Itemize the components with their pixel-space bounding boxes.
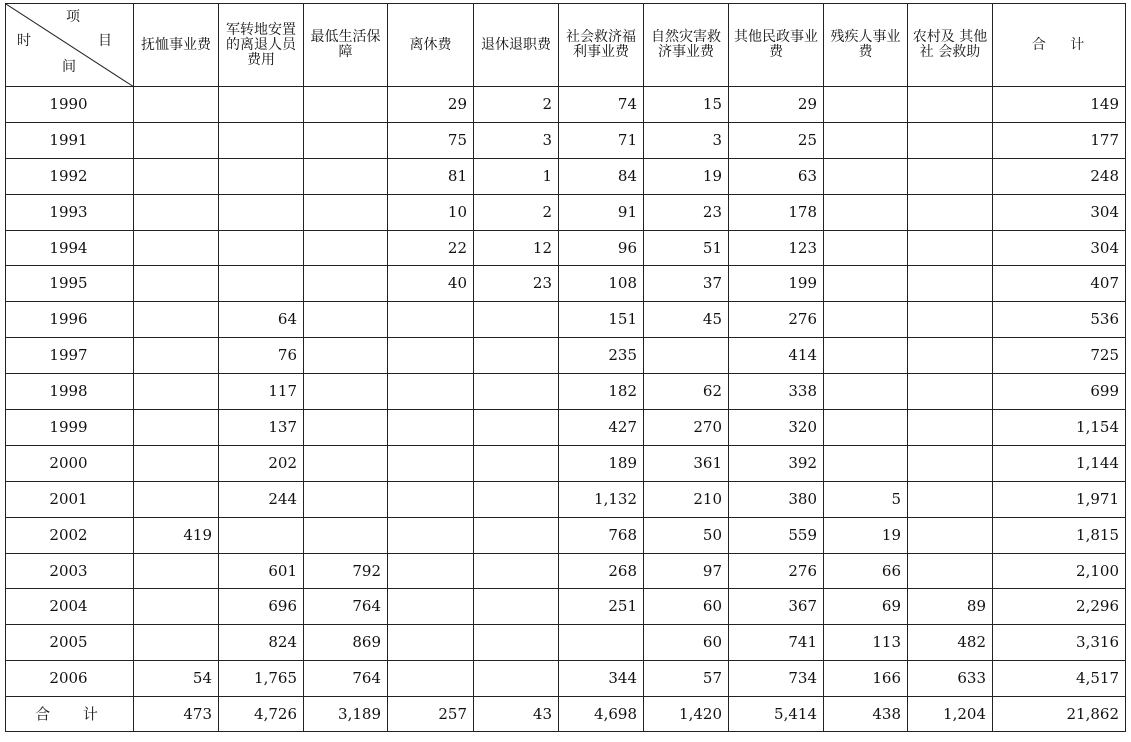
value-cell: 764 (304, 661, 388, 697)
table-row (6, 553, 1126, 589)
value-cell (219, 158, 304, 194)
table-row (6, 410, 1126, 446)
year-cell: 1992 (6, 158, 134, 194)
value-cell (388, 410, 474, 446)
value-cell (388, 625, 474, 661)
value-cell: 108 (559, 266, 644, 302)
value-cell: 10 (388, 194, 474, 230)
value-cell: 367 (729, 589, 824, 625)
value-cell: 96 (559, 230, 644, 266)
value-cell: 741 (729, 625, 824, 661)
value-cell: 764 (304, 589, 388, 625)
value-cell: 2,100 (993, 553, 1126, 589)
data-table-container (5, 3, 1125, 732)
value-cell: 84 (559, 158, 644, 194)
total-cell: 257 (388, 697, 474, 732)
column-header: 离休费 (388, 4, 474, 87)
value-cell: 19 (644, 158, 729, 194)
value-cell: 51 (644, 230, 729, 266)
table-row (6, 87, 1126, 123)
value-cell: 182 (559, 374, 644, 410)
total-cell: 1,420 (644, 697, 729, 732)
value-cell: 276 (729, 553, 824, 589)
value-cell (219, 122, 304, 158)
total-cell: 438 (824, 697, 908, 732)
value-cell: 5 (824, 481, 908, 517)
value-cell (219, 194, 304, 230)
value-cell (824, 122, 908, 158)
value-cell: 64 (219, 302, 304, 338)
value-cell: 50 (644, 517, 729, 553)
value-cell (388, 374, 474, 410)
value-cell: 178 (729, 194, 824, 230)
table-row (6, 230, 1126, 266)
value-cell (908, 553, 993, 589)
corner-label-left: 时 (17, 33, 31, 49)
value-cell (474, 517, 559, 553)
total-cell: 4,726 (219, 697, 304, 732)
corner-label-right: 目 (98, 33, 112, 49)
value-cell (908, 122, 993, 158)
value-cell: 1,815 (993, 517, 1126, 553)
value-cell: 244 (219, 481, 304, 517)
value-cell: 54 (134, 661, 219, 697)
value-cell (304, 230, 388, 266)
value-cell (644, 338, 729, 374)
column-header: 农村及 其他社 会救助 (908, 4, 993, 87)
total-cell: 4,698 (559, 697, 644, 732)
value-cell: 248 (993, 158, 1126, 194)
value-cell (474, 445, 559, 481)
table-row (6, 661, 1126, 697)
year-cell: 2005 (6, 625, 134, 661)
value-cell: 149 (993, 87, 1126, 123)
year-cell: 1997 (6, 338, 134, 374)
value-cell: 869 (304, 625, 388, 661)
value-cell: 414 (729, 338, 824, 374)
civil-affairs-expenditure-table (5, 3, 1126, 732)
value-cell: 792 (304, 553, 388, 589)
value-cell (388, 589, 474, 625)
value-cell: 427 (559, 410, 644, 446)
value-cell (474, 338, 559, 374)
value-cell (908, 374, 993, 410)
value-cell: 392 (729, 445, 824, 481)
value-cell (388, 661, 474, 697)
value-cell: 37 (644, 266, 729, 302)
value-cell (908, 445, 993, 481)
value-cell: 1,144 (993, 445, 1126, 481)
value-cell: 40 (388, 266, 474, 302)
value-cell: 89 (908, 589, 993, 625)
table-row (6, 374, 1126, 410)
value-cell: 768 (559, 517, 644, 553)
value-cell (304, 302, 388, 338)
year-cell: 1993 (6, 194, 134, 230)
value-cell: 696 (219, 589, 304, 625)
value-cell (388, 445, 474, 481)
value-cell: 559 (729, 517, 824, 553)
column-header: 自然灾害救济事业费 (644, 4, 729, 87)
value-cell: 151 (559, 302, 644, 338)
table-row (6, 481, 1126, 517)
value-cell (219, 517, 304, 553)
value-cell (304, 445, 388, 481)
value-cell: 210 (644, 481, 729, 517)
total-cell: 473 (134, 697, 219, 732)
total-cell: 5,414 (729, 697, 824, 732)
header-row (6, 4, 1126, 87)
value-cell (908, 517, 993, 553)
value-cell: 2 (474, 87, 559, 123)
value-cell: 117 (219, 374, 304, 410)
value-cell: 344 (559, 661, 644, 697)
value-cell: 15 (644, 87, 729, 123)
value-cell: 177 (993, 122, 1126, 158)
value-cell (134, 87, 219, 123)
value-cell (474, 625, 559, 661)
value-cell (219, 230, 304, 266)
value-cell: 166 (824, 661, 908, 697)
table-row (6, 266, 1126, 302)
value-cell (908, 302, 993, 338)
value-cell (474, 661, 559, 697)
value-cell: 69 (824, 589, 908, 625)
value-cell (474, 589, 559, 625)
value-cell (134, 589, 219, 625)
value-cell (559, 625, 644, 661)
value-cell: 699 (993, 374, 1126, 410)
value-cell: 23 (644, 194, 729, 230)
value-cell (388, 338, 474, 374)
year-cell: 2000 (6, 445, 134, 481)
value-cell (134, 338, 219, 374)
value-cell (304, 122, 388, 158)
value-cell: 57 (644, 661, 729, 697)
value-cell (474, 410, 559, 446)
value-cell (824, 338, 908, 374)
column-header: 社会救济福利事业费 (559, 4, 644, 87)
value-cell (219, 266, 304, 302)
value-cell (134, 410, 219, 446)
value-cell: 338 (729, 374, 824, 410)
value-cell (908, 266, 993, 302)
year-cell: 1995 (6, 266, 134, 302)
value-cell (134, 553, 219, 589)
value-cell: 29 (729, 87, 824, 123)
value-cell (474, 374, 559, 410)
value-cell: 23 (474, 266, 559, 302)
value-cell: 3 (644, 122, 729, 158)
value-cell: 633 (908, 661, 993, 697)
column-header-total: 合 计 (993, 4, 1126, 87)
total-row (6, 697, 1126, 732)
value-cell: 1,154 (993, 410, 1126, 446)
value-cell (824, 445, 908, 481)
value-cell (134, 230, 219, 266)
value-cell: 734 (729, 661, 824, 697)
value-cell (304, 87, 388, 123)
total-cell: 43 (474, 697, 559, 732)
value-cell (134, 122, 219, 158)
total-cell: 1,204 (908, 697, 993, 732)
value-cell: 45 (644, 302, 729, 338)
value-cell (134, 374, 219, 410)
table-body (6, 87, 1126, 697)
value-cell: 1,971 (993, 481, 1126, 517)
column-header: 退休退职费 (474, 4, 559, 87)
value-cell: 76 (219, 338, 304, 374)
table-row (6, 625, 1126, 661)
table-row (6, 589, 1126, 625)
value-cell: 407 (993, 266, 1126, 302)
value-cell: 29 (388, 87, 474, 123)
value-cell: 380 (729, 481, 824, 517)
value-cell (824, 374, 908, 410)
value-cell: 137 (219, 410, 304, 446)
value-cell (304, 410, 388, 446)
value-cell: 74 (559, 87, 644, 123)
corner-label-top: 项 (66, 9, 80, 25)
table-row (6, 122, 1126, 158)
value-cell (474, 481, 559, 517)
corner-label-bottom: 间 (62, 59, 76, 75)
year-cell: 2001 (6, 481, 134, 517)
value-cell (388, 517, 474, 553)
year-cell: 1998 (6, 374, 134, 410)
value-cell (824, 158, 908, 194)
value-cell: 189 (559, 445, 644, 481)
year-cell: 1990 (6, 87, 134, 123)
value-cell (908, 230, 993, 266)
value-cell (304, 374, 388, 410)
value-cell: 202 (219, 445, 304, 481)
year-cell: 2002 (6, 517, 134, 553)
value-cell (219, 87, 304, 123)
value-cell: 1,132 (559, 481, 644, 517)
value-cell: 824 (219, 625, 304, 661)
value-cell: 91 (559, 194, 644, 230)
value-cell: 419 (134, 517, 219, 553)
value-cell: 75 (388, 122, 474, 158)
value-cell: 1,765 (219, 661, 304, 697)
value-cell: 199 (729, 266, 824, 302)
value-cell: 12 (474, 230, 559, 266)
value-cell (824, 194, 908, 230)
value-cell (908, 338, 993, 374)
value-cell (824, 87, 908, 123)
value-cell: 276 (729, 302, 824, 338)
value-cell (134, 158, 219, 194)
value-cell: 304 (993, 194, 1126, 230)
value-cell: 60 (644, 589, 729, 625)
total-cell: 21,862 (993, 697, 1126, 732)
value-cell (134, 266, 219, 302)
value-cell: 482 (908, 625, 993, 661)
value-cell: 63 (729, 158, 824, 194)
value-cell: 71 (559, 122, 644, 158)
value-cell: 81 (388, 158, 474, 194)
table-row (6, 158, 1126, 194)
value-cell (304, 481, 388, 517)
value-cell (908, 194, 993, 230)
value-cell: 123 (729, 230, 824, 266)
year-cell: 1999 (6, 410, 134, 446)
value-cell: 270 (644, 410, 729, 446)
value-cell: 304 (993, 230, 1126, 266)
value-cell (474, 302, 559, 338)
value-cell: 113 (824, 625, 908, 661)
column-header: 残疾人事业费 (824, 4, 908, 87)
value-cell (824, 230, 908, 266)
value-cell: 22 (388, 230, 474, 266)
table-row (6, 338, 1126, 374)
value-cell (388, 481, 474, 517)
value-cell: 4,517 (993, 661, 1126, 697)
value-cell (388, 302, 474, 338)
year-cell: 1994 (6, 230, 134, 266)
value-cell (908, 481, 993, 517)
total-row-label: 合 计 (6, 697, 134, 732)
value-cell: 60 (644, 625, 729, 661)
column-header: 抚恤事业费 (134, 4, 219, 87)
value-cell (304, 266, 388, 302)
table-row (6, 302, 1126, 338)
value-cell (304, 194, 388, 230)
value-cell (134, 445, 219, 481)
value-cell (388, 553, 474, 589)
value-cell: 3,316 (993, 625, 1126, 661)
value-cell (134, 481, 219, 517)
value-cell (134, 302, 219, 338)
value-cell (304, 158, 388, 194)
column-header: 其他民政事业费 (729, 4, 824, 87)
value-cell: 1 (474, 158, 559, 194)
year-cell: 2003 (6, 553, 134, 589)
value-cell: 3 (474, 122, 559, 158)
table-row (6, 194, 1126, 230)
value-cell (908, 87, 993, 123)
value-cell (134, 625, 219, 661)
column-header: 军转地安置的离退人员费用 (219, 4, 304, 87)
value-cell (304, 338, 388, 374)
value-cell: 536 (993, 302, 1126, 338)
value-cell: 320 (729, 410, 824, 446)
value-cell: 2,296 (993, 589, 1126, 625)
value-cell: 601 (219, 553, 304, 589)
value-cell (908, 410, 993, 446)
value-cell: 268 (559, 553, 644, 589)
value-cell: 2 (474, 194, 559, 230)
value-cell: 62 (644, 374, 729, 410)
value-cell: 725 (993, 338, 1126, 374)
table-row (6, 517, 1126, 553)
value-cell: 25 (729, 122, 824, 158)
value-cell: 251 (559, 589, 644, 625)
column-header: 最低生活保障 (304, 4, 388, 87)
value-cell (824, 266, 908, 302)
table-row (6, 445, 1126, 481)
corner-header-cell (6, 4, 134, 87)
total-cell: 3,189 (304, 697, 388, 732)
value-cell: 97 (644, 553, 729, 589)
value-cell: 66 (824, 553, 908, 589)
value-cell (908, 158, 993, 194)
value-cell (474, 553, 559, 589)
value-cell: 235 (559, 338, 644, 374)
value-cell: 19 (824, 517, 908, 553)
value-cell: 361 (644, 445, 729, 481)
year-cell: 2006 (6, 661, 134, 697)
year-cell: 2004 (6, 589, 134, 625)
value-cell (824, 302, 908, 338)
year-cell: 1991 (6, 122, 134, 158)
value-cell (304, 517, 388, 553)
year-cell: 1996 (6, 302, 134, 338)
value-cell (134, 194, 219, 230)
value-cell (824, 410, 908, 446)
